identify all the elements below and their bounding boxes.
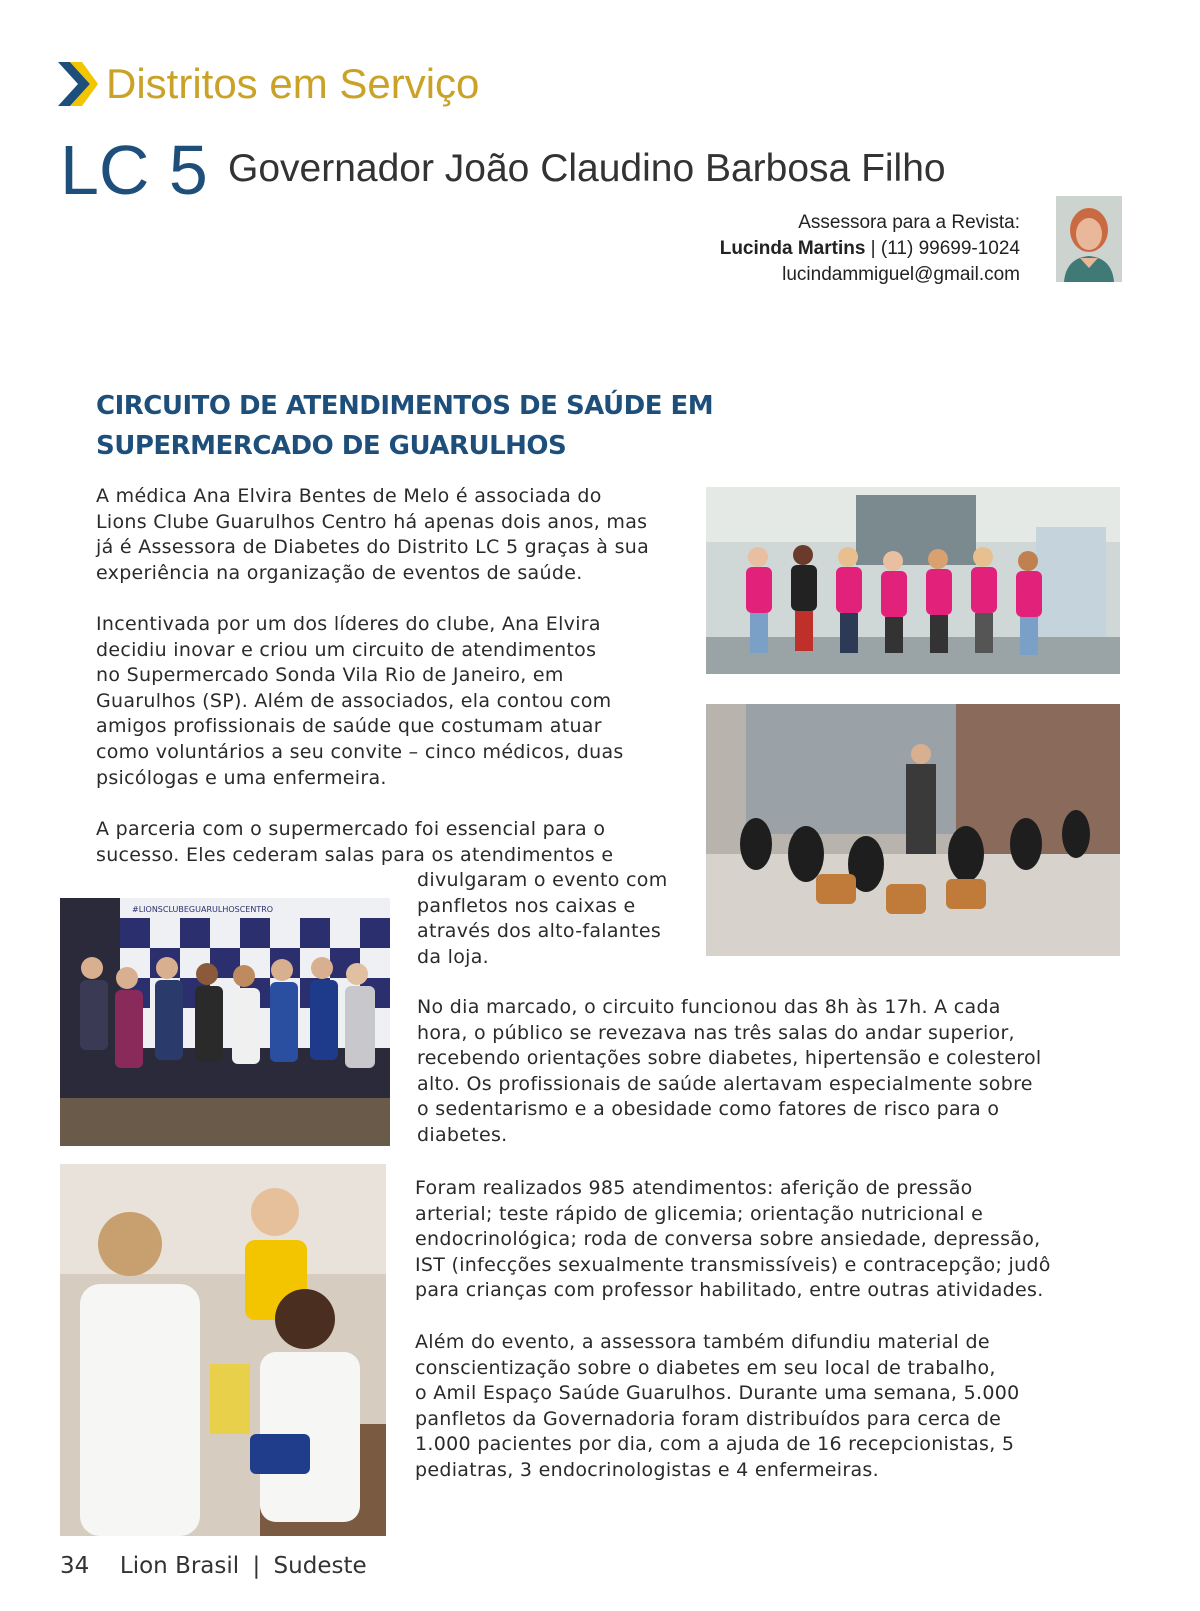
text-line: o Amil Espaço Saúde Guarulhos. Durante uma semana, 5.000	[415, 1382, 1020, 1405]
text-line: No dia marcado, o circuito funcionou das 8h às 17h. A cada	[417, 996, 1001, 1018]
headline-line: CIRCUITO DE ATENDIMENTOS DE SAÚDE EM	[96, 391, 714, 421]
text-line: Lions Clube Guarulhos Centro há apenas dois anos, mas	[96, 510, 648, 533]
paragraph-3-bottom	[417, 868, 668, 970]
photo-group-with-banner	[60, 898, 390, 1146]
district-code: LC 5	[60, 131, 208, 209]
advisor-name-phone: Lucinda Martins | (11) 99699-1024	[719, 238, 1020, 259]
paragraph-1	[96, 484, 649, 586]
text-line: já é Assessora de Diabetes do Distrito LC 5 graças à sua	[96, 536, 650, 559]
text-line: alto. Os profissionais de saúde alertavam especialmente sobre	[417, 1072, 1033, 1095]
magazine-region: Sudeste	[273, 1553, 367, 1579]
article-headline	[96, 386, 736, 466]
text-line: A médica Ana Elvira Bentes de Melo é associada do	[96, 485, 602, 507]
text-line: no Supermercado Sonda Vila Rio de Janeiro, em	[96, 664, 564, 687]
text-line: psicólogas e uma enfermeira.	[96, 766, 387, 789]
photo-conversation-circle	[706, 704, 1120, 956]
paragraph-5	[415, 1176, 1051, 1304]
advisor-portrait	[1056, 196, 1122, 282]
text-line: panfletos nos caixas e	[417, 894, 636, 917]
text-line: divulgaram o evento com	[417, 869, 668, 891]
advisor-phone: (11) 99699-1024	[880, 238, 1020, 259]
text-line: arterial; teste rápido de glicemia; orientação nutricional e	[415, 1202, 984, 1225]
text-line: diabetes.	[417, 1123, 508, 1146]
section-chevron-icon	[58, 62, 98, 106]
paragraph-3-top	[96, 817, 613, 868]
text-line: amigos profissionais de saúde que costumam atuar	[96, 715, 602, 738]
text-line: endocrinológica; roda de conversa sobre ansiedade, depressão,	[415, 1228, 1041, 1251]
page-footer	[60, 1553, 367, 1579]
advisor-contact	[720, 210, 1020, 288]
text-line: Incentivada por um dos líderes do clube, Ana Elvira	[96, 613, 601, 635]
text-line: 1.000 pacientes por dia, com a ajuda de 16 recepcionistas, 5	[415, 1433, 1015, 1456]
text-line: IST (infecções sexualmente transmissíveis) e contracepção; judô	[415, 1253, 1051, 1276]
magazine-name: Lion Brasil	[119, 1553, 240, 1579]
footer-separator: |	[252, 1553, 261, 1579]
text-line: decidiu inovar e criou um circuito de atendimentos	[96, 638, 597, 661]
text-line: Além do evento, a assessora também difundiu material de	[415, 1331, 990, 1353]
banner-hashtag: #LIONSCLUBEGUARULHOSCENTRO	[132, 905, 274, 914]
text-line: para crianças com professor habilitado, entre outras atividades.	[415, 1279, 1044, 1302]
text-line: através dos alto-falantes	[417, 920, 662, 943]
advisor-name: Lucinda Martins	[719, 238, 866, 259]
text-line: A parceria com o supermercado foi essencial para o	[96, 818, 606, 840]
text-line: experiência na organização de eventos de saúde.	[96, 561, 583, 584]
paragraph-2	[96, 612, 624, 791]
text-line: da loja.	[417, 945, 490, 968]
text-line: sucesso. Eles cederam salas para os atendimentos e	[96, 843, 614, 866]
photo-blood-pressure-check	[60, 1164, 386, 1536]
text-line: recebendo orientações sobre diabetes, hipertensão e colesterol	[417, 1047, 1042, 1070]
photo-volunteers-pink-shirts	[706, 487, 1120, 674]
paragraph-6	[415, 1330, 1019, 1484]
section-title: Distritos em Serviço	[106, 60, 480, 107]
paragraph-4	[417, 995, 1042, 1149]
page-number: 34	[60, 1553, 90, 1579]
advisor-email: lucindammiguel@gmail.com	[782, 264, 1020, 285]
text-line: Guarulhos (SP). Além de associados, ela contou com	[96, 689, 612, 712]
text-line: conscientização sobre o diabetes em seu local de trabalho,	[415, 1356, 996, 1379]
text-line: como voluntários a seu convite – cinco médicos, duas	[96, 740, 624, 763]
text-line: hora, o público se revezava nas três salas do andar superior,	[417, 1021, 1015, 1044]
text-line: panfletos da Governadoria foram distribuídos para cerca de	[415, 1407, 1002, 1430]
governor-name: Governador João Claudino Barbosa Filho	[228, 147, 946, 190]
text-line: pediatras, 3 endocrinologistas e 4 enfermeiras.	[415, 1458, 879, 1481]
headline-line: SUPERMERCADO DE GUARULHOS	[96, 431, 567, 461]
advisor-role: Assessora para a Revista:	[798, 212, 1020, 233]
text-line: o sedentarismo e a obesidade como fatores de risco para o	[417, 1098, 1000, 1121]
text-line: Foram realizados 985 atendimentos: aferição de pressão	[415, 1177, 973, 1199]
